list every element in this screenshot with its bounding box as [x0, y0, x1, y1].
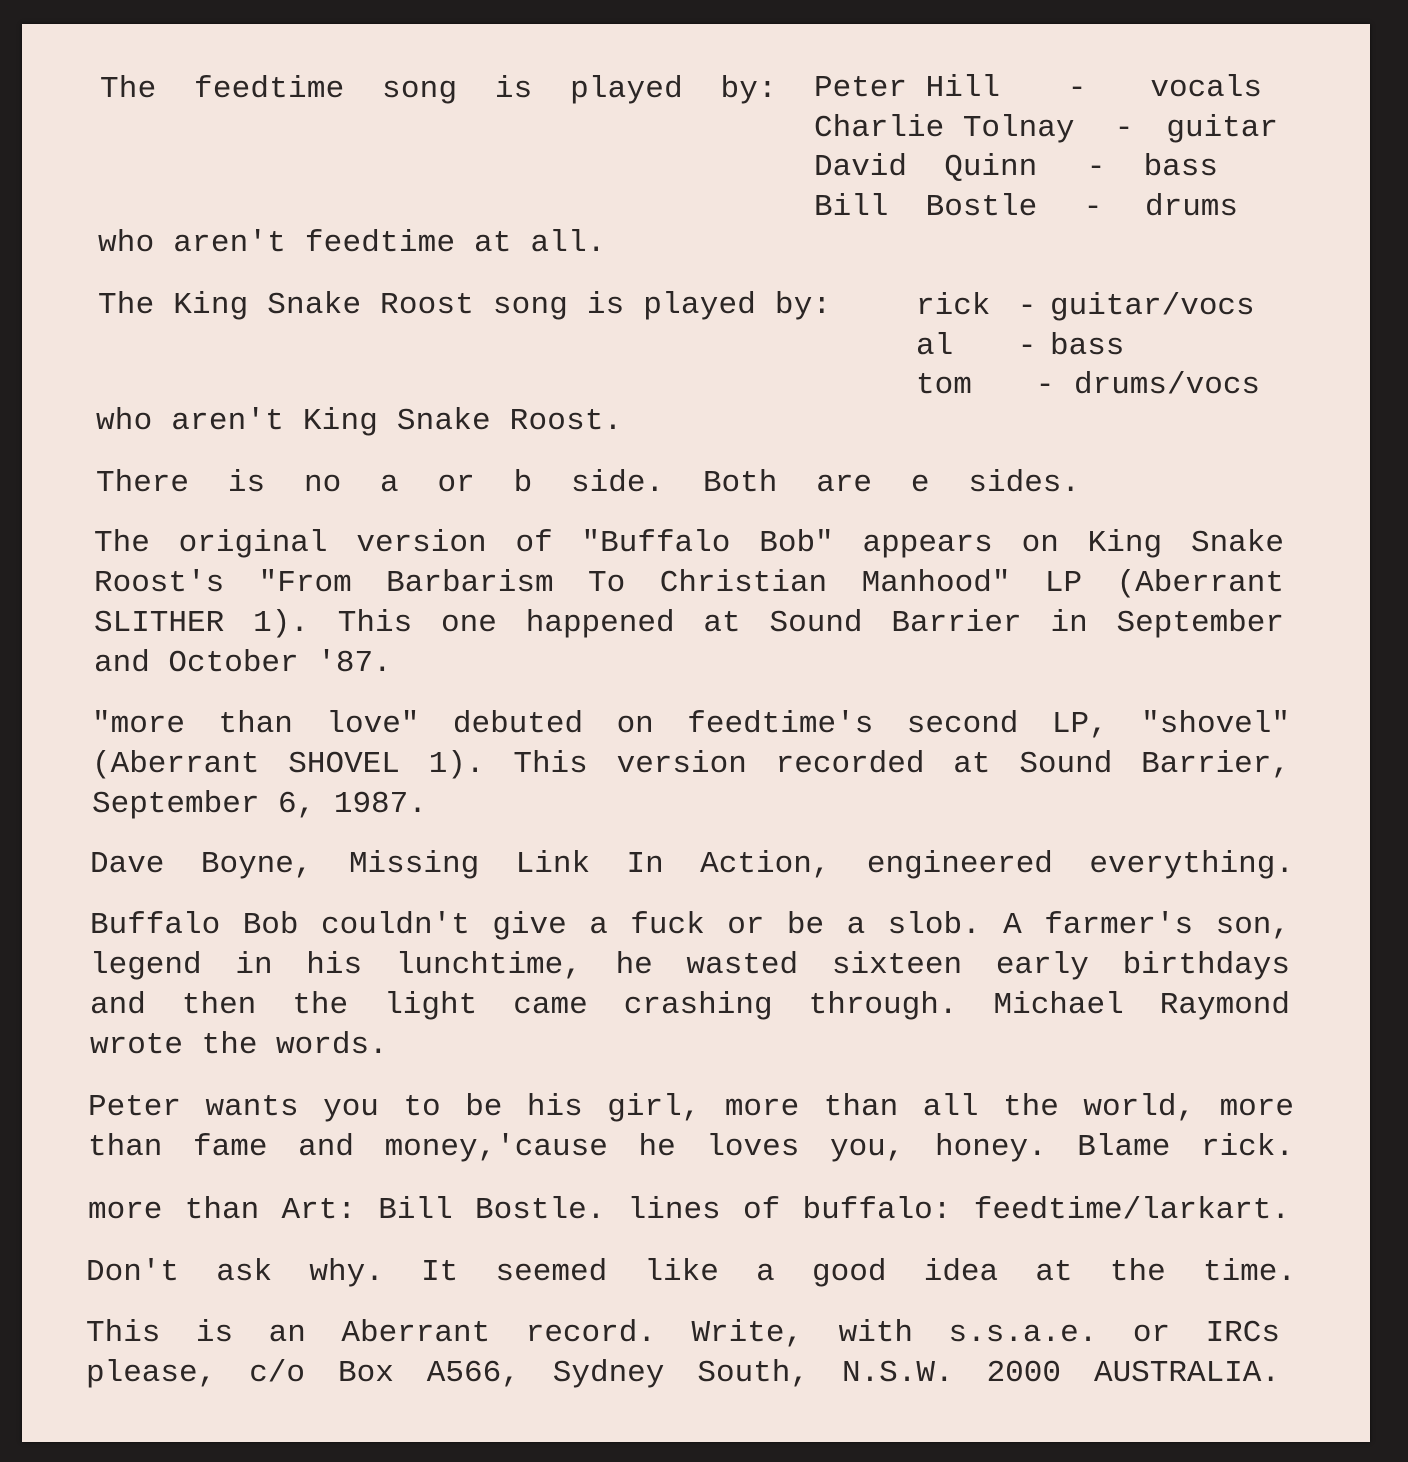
text-line: (Aberrant SHOVEL 1). This version recorded at Sound Barrier, — [92, 747, 1290, 782]
member-dash: - — [1035, 368, 1055, 404]
liner-notes-sheet — [22, 24, 1370, 1442]
roster-row — [814, 188, 1278, 228]
member-dash: - — [1083, 189, 1103, 225]
art-credits-note — [88, 1191, 1290, 1231]
text-line: Peter wants you to be his girl, more than all the world, more — [88, 1090, 1294, 1125]
member-dash: - — [1067, 71, 1087, 107]
feedtime-roster — [814, 69, 1278, 227]
ksr-outro: who aren't King Snake Roost. — [96, 404, 623, 439]
contact-note — [86, 1314, 1280, 1394]
member-name: Bill Bostle — [814, 189, 1038, 225]
member-role: bass — [1143, 150, 1218, 186]
text-line: This is an Aberrant record. Write, with s.s.a.e. or IRCs — [86, 1316, 1280, 1351]
text-line: more than Art: Bill Bostle. lines of buffalo: feedtime/larkart. — [88, 1193, 1290, 1228]
text-line: than fame and money,'cause he loves you, honey. Blame rick. — [88, 1130, 1294, 1165]
text-line: and October '87. — [94, 646, 392, 681]
feedtime-outro: who aren't feedtime at all. — [98, 226, 606, 261]
roster-row — [916, 287, 1280, 327]
member-name: al — [916, 328, 954, 364]
engineer-note — [90, 845, 1294, 885]
member-name: rick — [916, 289, 991, 325]
member-dash: - — [1086, 150, 1106, 186]
ksr-roster — [916, 287, 1280, 406]
member-name: Peter Hill — [814, 71, 1001, 107]
ksr-intro: The King Snake Roost song is played by: — [98, 288, 832, 323]
member-dash: - — [1017, 289, 1037, 325]
text-line: SLITHER 1). This one happened at Sound Barrier in September — [94, 606, 1284, 641]
text-line: legend in his lunchtime, he wasted sixteen early birthdays — [90, 948, 1290, 983]
member-dash: - — [1017, 328, 1037, 364]
text-line: Dave Boyne, Missing Link In Action, engineered everything. — [90, 847, 1294, 882]
member-role: vocals — [1150, 71, 1262, 107]
member-dash: - — [1114, 110, 1134, 146]
text-line: The original version of "Buffalo Bob" appears on King Snake — [94, 526, 1284, 561]
member-role: drums/vocs — [1074, 368, 1261, 404]
text-line: September 6, 1987. — [92, 787, 427, 822]
member-role: drums — [1144, 189, 1238, 225]
text-line: please, c/o Box A566, Sydney South, N.S.W. 2000 AUSTRALIA. — [86, 1356, 1280, 1391]
member-role: guitar — [1166, 110, 1278, 146]
original-version-note — [94, 524, 1284, 684]
more-than-love-note — [92, 705, 1290, 825]
roster-row — [814, 148, 1278, 188]
text-line: There is no a or b side. Both are e sides. — [96, 466, 1080, 501]
roster-row — [814, 69, 1278, 109]
text-line: "more than love" debuted on feedtime's second LP, "shovel" — [92, 707, 1290, 742]
roster-row — [814, 109, 1278, 149]
text-line: Roost's "From Barbarism To Christian Manhood" LP (Aberrant — [94, 566, 1284, 601]
member-name: Charlie Tolnay — [814, 110, 1075, 146]
roster-row — [916, 327, 1280, 367]
dont-ask-note — [86, 1253, 1296, 1293]
buffalo-bob-note — [90, 906, 1290, 1066]
sides-note — [96, 464, 1080, 504]
text-line: Don't ask why. It seemed like a good idea at the time. — [86, 1255, 1296, 1290]
feedtime-intro: The feedtime song is played by: — [100, 72, 777, 107]
member-name: David Quinn — [814, 150, 1038, 186]
roster-row — [916, 366, 1280, 406]
text-line: Buffalo Bob couldn't give a fuck or be a slob. A farmer's son, — [90, 908, 1290, 943]
text-line: and then the light came crashing through. Michael Raymond — [90, 988, 1290, 1023]
peter-wants-note — [88, 1088, 1294, 1168]
member-role: guitar/vocs — [1050, 289, 1255, 325]
member-name: tom — [916, 368, 972, 404]
member-role: bass — [1050, 328, 1125, 364]
text-line: wrote the words. — [90, 1028, 388, 1063]
